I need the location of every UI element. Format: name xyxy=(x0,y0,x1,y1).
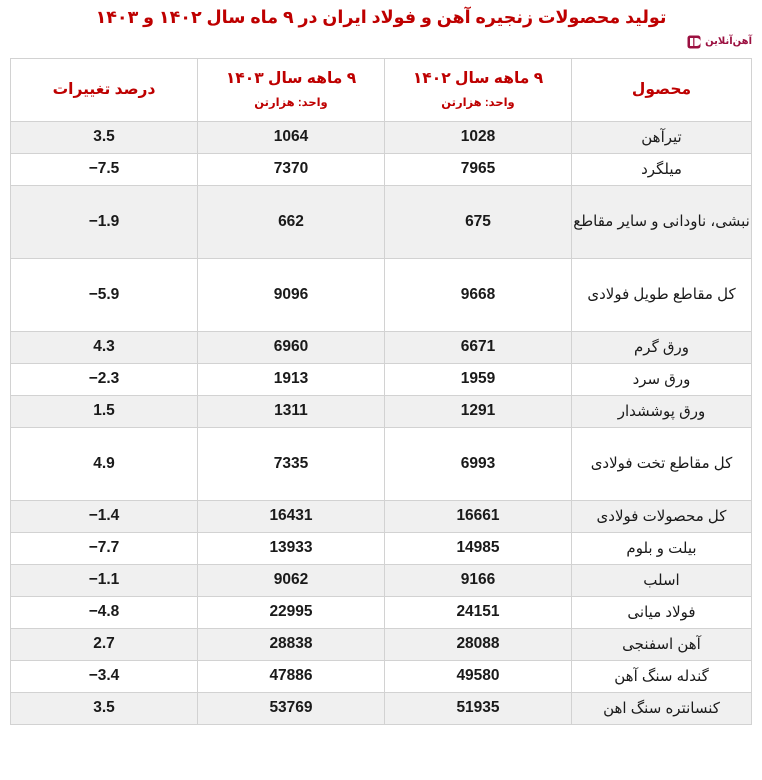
table-row xyxy=(11,364,752,396)
cell-y1403: 9096 xyxy=(198,259,385,332)
column-header-pct xyxy=(11,59,198,122)
table-body xyxy=(11,122,752,725)
brand-logo[interactable] xyxy=(687,35,752,49)
cell-y1402: 6993 xyxy=(385,428,572,501)
cell-y1403: 22995 xyxy=(198,597,385,629)
cell-y1402: 28088 xyxy=(385,629,572,661)
table-row xyxy=(11,661,752,693)
cell-product: کل مقاطع تخت فولادی xyxy=(572,428,752,501)
table-row xyxy=(11,332,752,364)
cell-pct: −1.1 xyxy=(11,565,198,597)
ahan-online-logo-icon xyxy=(687,35,702,49)
cell-y1402: 49580 xyxy=(385,661,572,693)
column-header-y1403 xyxy=(198,59,385,122)
table-row xyxy=(11,629,752,661)
cell-y1402: 7965 xyxy=(385,154,572,186)
cell-pct: 3.5 xyxy=(11,693,198,725)
cell-product: بیلت و بلوم xyxy=(572,533,752,565)
cell-pct: −5.9 xyxy=(11,259,198,332)
cell-pct: 1.5 xyxy=(11,396,198,428)
cell-product: ورق سرد xyxy=(572,364,752,396)
cell-y1403: 1913 xyxy=(198,364,385,396)
cell-y1402: 24151 xyxy=(385,597,572,629)
cell-product: تیرآهن xyxy=(572,122,752,154)
cell-product: کل محصولات فولادی xyxy=(572,501,752,533)
table-row xyxy=(11,428,752,501)
cell-y1402: 16661 xyxy=(385,501,572,533)
cell-product: آهن اسفنجی xyxy=(572,629,752,661)
cell-pct: −1.9 xyxy=(11,186,198,259)
cell-pct: 4.9 xyxy=(11,428,198,501)
table-row xyxy=(11,501,752,533)
cell-y1403: 1064 xyxy=(198,122,385,154)
production-table xyxy=(10,58,752,725)
cell-pct: 4.3 xyxy=(11,332,198,364)
cell-y1402: 9166 xyxy=(385,565,572,597)
column-header-y1402 xyxy=(385,59,572,122)
table-header xyxy=(11,59,752,122)
cell-y1403: 16431 xyxy=(198,501,385,533)
cell-y1402: 1291 xyxy=(385,396,572,428)
column-header-y1403-label: ۹ ماهه سال ۱۴۰۳ xyxy=(225,70,357,88)
table-row xyxy=(11,533,752,565)
cell-pct: 3.5 xyxy=(11,122,198,154)
cell-y1403: 13933 xyxy=(198,533,385,565)
cell-product: کل مقاطع طویل فولادی xyxy=(572,259,752,332)
cell-y1402: 9668 xyxy=(385,259,572,332)
column-header-y1402-label: ۹ ماهه سال ۱۴۰۲ xyxy=(412,70,544,88)
table-container xyxy=(11,58,752,725)
cell-y1403: 53769 xyxy=(198,693,385,725)
column-header-y1403-unit: واحد: هزارتن xyxy=(254,96,328,109)
cell-y1402: 1959 xyxy=(385,364,572,396)
cell-y1403: 1311 xyxy=(198,396,385,428)
cell-y1402: 675 xyxy=(385,186,572,259)
table-row xyxy=(11,693,752,725)
cell-product: ورق پوششدار xyxy=(572,396,752,428)
cell-y1403: 9062 xyxy=(198,565,385,597)
table-row xyxy=(11,565,752,597)
cell-y1403: 47886 xyxy=(198,661,385,693)
table-row xyxy=(11,154,752,186)
cell-y1402: 1028 xyxy=(385,122,572,154)
cell-product: گندله سنگ آهن xyxy=(572,661,752,693)
cell-product: کنسانتره سنگ اهن xyxy=(572,693,752,725)
table-row xyxy=(11,186,752,259)
table-header-row xyxy=(11,59,752,122)
cell-product: نبشی، ناودانی و سایر مقاطع xyxy=(572,186,752,259)
cell-pct: −7.5 xyxy=(11,154,198,186)
cell-y1403: 7370 xyxy=(198,154,385,186)
page-header xyxy=(0,0,762,58)
cell-pct: 2.7 xyxy=(11,629,198,661)
cell-y1403: 7335 xyxy=(198,428,385,501)
cell-y1403: 662 xyxy=(198,186,385,259)
cell-y1402: 14985 xyxy=(385,533,572,565)
cell-product: ورق گرم xyxy=(572,332,752,364)
cell-pct: −7.7 xyxy=(11,533,198,565)
cell-pct: −1.4 xyxy=(11,501,198,533)
column-header-y1402-unit: واحد: هزارتن xyxy=(441,96,515,109)
page-title: تولید محصولات زنجیره آهن و فولاد ایران در ۹ ماه سال ۱۴۰۲ و ۱۴۰۳ xyxy=(95,7,667,27)
column-header-product-label: محصول xyxy=(631,80,692,98)
cell-y1403: 6960 xyxy=(198,332,385,364)
cell-pct: −4.8 xyxy=(11,597,198,629)
cell-y1402: 6671 xyxy=(385,332,572,364)
table-row xyxy=(11,597,752,629)
cell-product: اسلب xyxy=(572,565,752,597)
cell-y1403: 28838 xyxy=(198,629,385,661)
brand-logo-text: آهن‌آنلاین xyxy=(705,36,752,47)
table-row xyxy=(11,396,752,428)
cell-y1402: 51935 xyxy=(385,693,572,725)
table-row xyxy=(11,122,752,154)
column-header-pct-label: درصد تغییرات xyxy=(52,80,156,98)
cell-pct: −2.3 xyxy=(11,364,198,396)
cell-pct: −3.4 xyxy=(11,661,198,693)
cell-product: فولاد میانی xyxy=(572,597,752,629)
column-header-product xyxy=(572,59,752,122)
cell-product: میلگرد xyxy=(572,154,752,186)
table-row xyxy=(11,259,752,332)
